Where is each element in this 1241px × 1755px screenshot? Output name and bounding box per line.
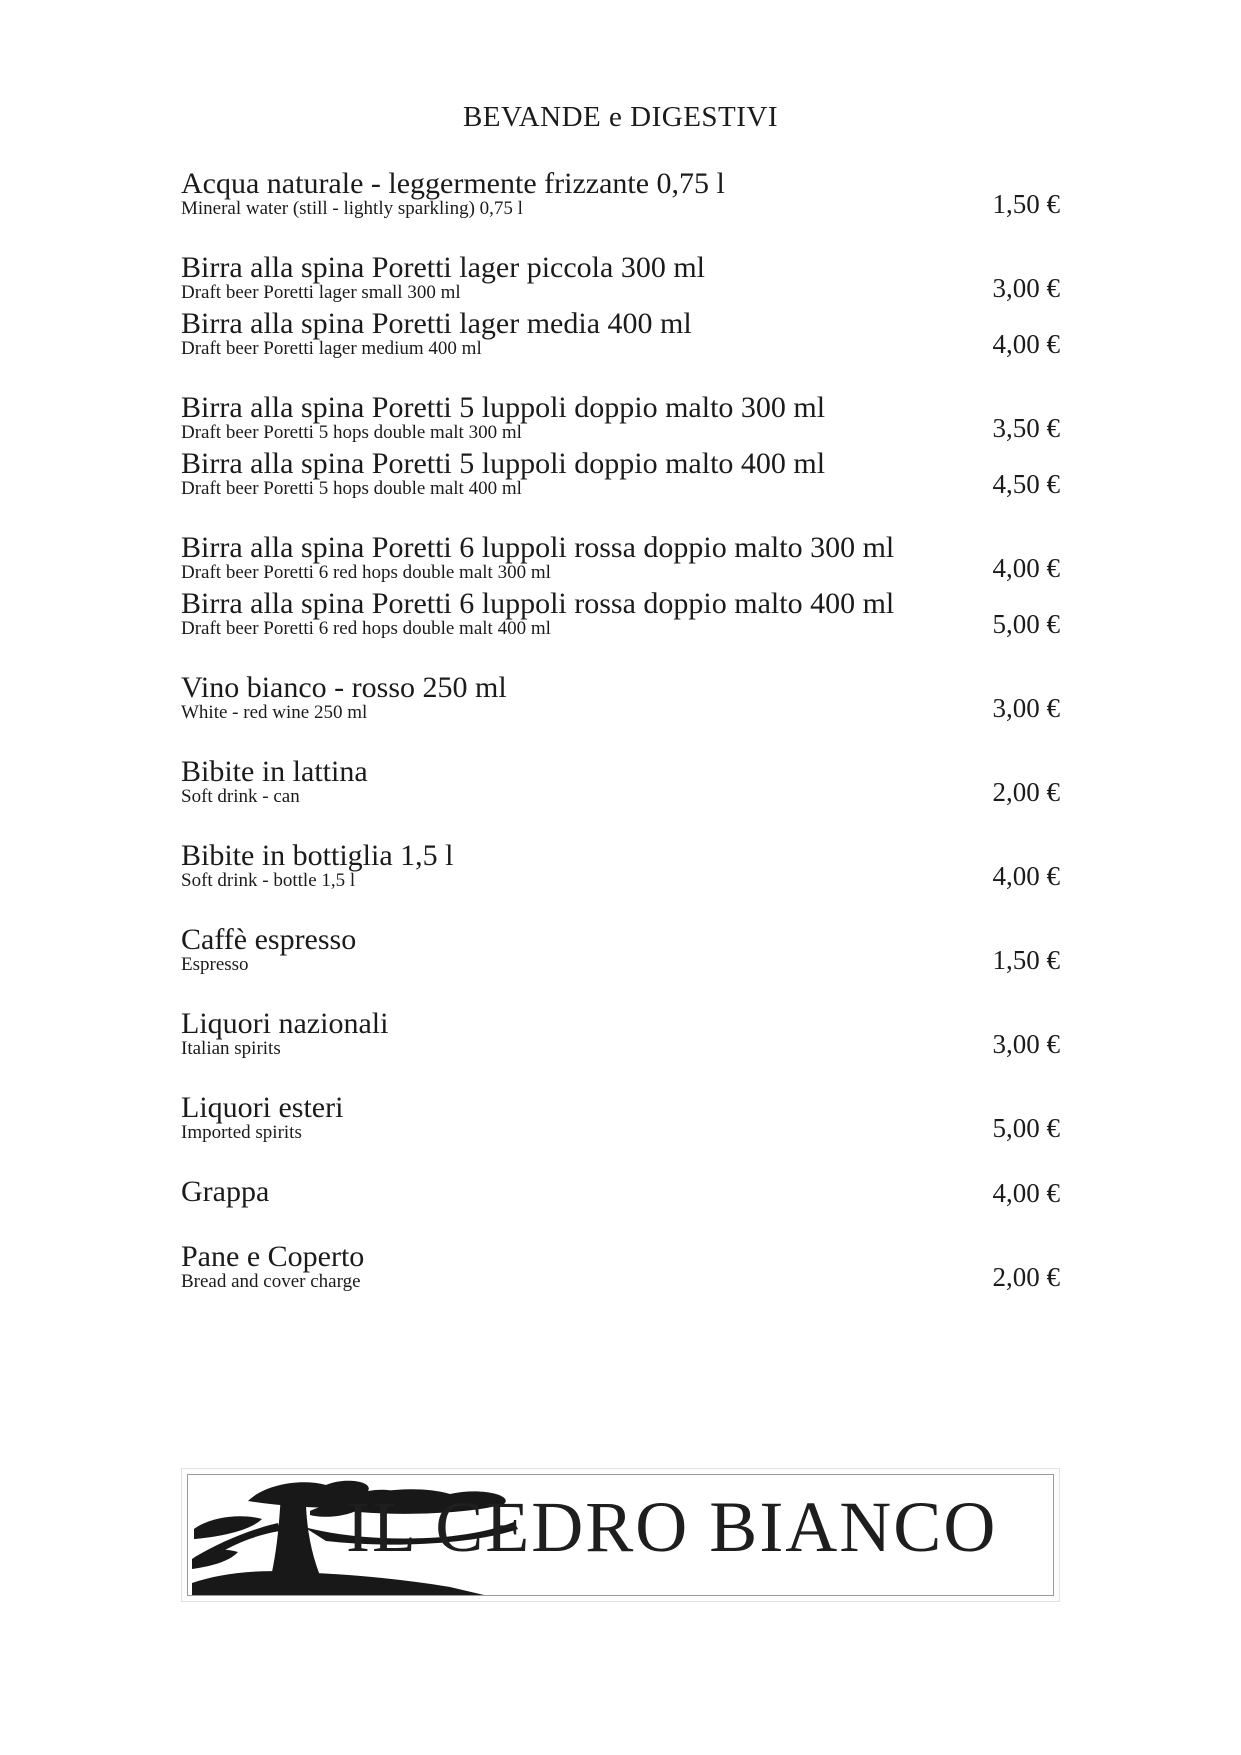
menu-item-translation: White - red wine 250 ml bbox=[181, 702, 368, 723]
menu-item-translation: Imported spirits bbox=[181, 1122, 302, 1143]
menu-item-name: Bibite in bottiglia 1,5 l bbox=[181, 839, 454, 872]
menu-item-name: Acqua naturale - leggermente frizzante 0,75 l bbox=[181, 167, 725, 200]
menu-group bbox=[181, 1177, 1060, 1206]
menu-item bbox=[181, 673, 1060, 721]
menu-item-price: 5,00 € bbox=[992, 609, 1060, 639]
menu-item bbox=[181, 449, 1060, 497]
menu-item-text bbox=[181, 449, 825, 497]
menu-item-name: Liquori esteri bbox=[181, 1091, 344, 1124]
menu-item bbox=[181, 589, 1060, 637]
menu-item-name: Birra alla spina Poretti lager media 400 ml bbox=[181, 307, 692, 340]
menu-item-translation: Draft beer Poretti 6 red hops double malt 400 ml bbox=[181, 618, 551, 639]
menu-item bbox=[181, 1177, 1060, 1206]
menu-item bbox=[181, 757, 1060, 805]
menu-item-text bbox=[181, 169, 725, 217]
menu-item-translation: Soft drink - bottle 1,5 l bbox=[181, 870, 356, 891]
menu-item-text bbox=[181, 309, 692, 357]
menu-item bbox=[181, 393, 1060, 441]
menu-group bbox=[181, 533, 1060, 637]
menu-item-price: 1,50 € bbox=[992, 189, 1060, 219]
menu-item bbox=[181, 841, 1060, 889]
menu-item-price: 3,00 € bbox=[992, 273, 1060, 303]
menu-group bbox=[181, 393, 1060, 497]
menu-group bbox=[181, 757, 1060, 805]
menu-item-name: Vino bianco - rosso 250 ml bbox=[181, 671, 507, 704]
menu-item-price: 3,00 € bbox=[992, 693, 1060, 723]
menu-item-text bbox=[181, 1009, 388, 1057]
menu-item-translation: Soft drink - can bbox=[181, 786, 300, 807]
menu-item-translation: Draft beer Poretti lager small 300 ml bbox=[181, 282, 461, 303]
menu-item bbox=[181, 309, 1060, 357]
menu-group bbox=[181, 253, 1060, 357]
menu-item-translation: Espresso bbox=[181, 954, 249, 975]
menu-list bbox=[181, 169, 1060, 1290]
menu-item-text bbox=[181, 393, 825, 441]
menu-item bbox=[181, 253, 1060, 301]
menu-item-price: 4,00 € bbox=[992, 329, 1060, 359]
menu-item-text bbox=[181, 1177, 269, 1206]
menu-item bbox=[181, 169, 1060, 217]
menu-item bbox=[181, 1242, 1060, 1290]
menu-item-name: Birra alla spina Poretti 6 luppoli rossa doppio malto 300 ml bbox=[181, 531, 895, 564]
menu-item-name: Birra alla spina Poretti 5 luppoli doppio malto 300 ml bbox=[181, 391, 826, 424]
menu-item-price: 4,00 € bbox=[992, 1178, 1060, 1208]
menu-group bbox=[181, 673, 1060, 721]
menu-item-translation: Draft beer Poretti lager medium 400 ml bbox=[181, 338, 482, 359]
menu-item bbox=[181, 533, 1060, 581]
menu-item-price: 2,00 € bbox=[992, 777, 1060, 807]
menu-group bbox=[181, 925, 1060, 973]
menu-item-translation: Draft beer Poretti 5 hops double malt 300 ml bbox=[181, 422, 522, 443]
menu-item-translation: Mineral water (still - lightly sparkling) 0,75 l bbox=[181, 198, 523, 219]
menu-item-text bbox=[181, 589, 894, 637]
logo-frame bbox=[181, 1468, 1060, 1602]
menu-group bbox=[181, 1242, 1060, 1290]
menu-item-text bbox=[181, 1093, 343, 1141]
menu-group bbox=[181, 841, 1060, 889]
logo-text: IL CEDRO BIANCO bbox=[346, 1487, 998, 1567]
menu-item-text bbox=[181, 757, 368, 805]
menu-item-name: Caffè espresso bbox=[181, 923, 357, 956]
menu-item-text bbox=[181, 253, 705, 301]
menu-item-text bbox=[181, 841, 454, 889]
menu-item-text bbox=[181, 925, 356, 973]
menu-item-name: Bibite in lattina bbox=[181, 755, 368, 788]
menu-group bbox=[181, 169, 1060, 217]
menu-group bbox=[181, 1093, 1060, 1141]
menu-item-name: Birra alla spina Poretti 6 luppoli rossa doppio malto 400 ml bbox=[181, 587, 895, 620]
menu-item-price: 4,00 € bbox=[992, 861, 1060, 891]
menu-group bbox=[181, 1009, 1060, 1057]
menu-item-price: 4,50 € bbox=[992, 469, 1060, 499]
menu-item-price: 5,00 € bbox=[992, 1113, 1060, 1143]
menu-item-price: 4,00 € bbox=[992, 553, 1060, 583]
menu-item-translation: Draft beer Poretti 5 hops double malt 400 ml bbox=[181, 478, 522, 499]
menu-item-price: 2,00 € bbox=[992, 1262, 1060, 1292]
menu-item-text bbox=[181, 1242, 364, 1290]
menu-item bbox=[181, 1093, 1060, 1141]
menu-item-translation: Bread and cover charge bbox=[181, 1271, 361, 1292]
menu-item-price: 3,00 € bbox=[992, 1029, 1060, 1059]
menu-item-text bbox=[181, 673, 507, 721]
menu-item-price: 3,50 € bbox=[992, 413, 1060, 443]
menu-item-name: Liquori nazionali bbox=[181, 1007, 389, 1040]
menu-item-name: Grappa bbox=[181, 1175, 270, 1208]
menu-item bbox=[181, 925, 1060, 973]
menu-item-translation: Italian spirits bbox=[181, 1038, 281, 1059]
menu-item-name: Birra alla spina Poretti 5 luppoli doppio malto 400 ml bbox=[181, 447, 826, 480]
menu-item bbox=[181, 1009, 1060, 1057]
menu-item-text bbox=[181, 533, 894, 581]
menu-item-name: Birra alla spina Poretti lager piccola 300 ml bbox=[181, 251, 706, 284]
logo-banner bbox=[187, 1474, 1054, 1596]
menu-item-translation: Draft beer Poretti 6 red hops double malt 300 ml bbox=[181, 562, 551, 583]
menu-item-name: Pane e Coperto bbox=[181, 1240, 365, 1273]
page-title: BEVANDE e DIGESTIVI bbox=[462, 101, 779, 133]
menu-item-price: 1,50 € bbox=[992, 945, 1060, 975]
